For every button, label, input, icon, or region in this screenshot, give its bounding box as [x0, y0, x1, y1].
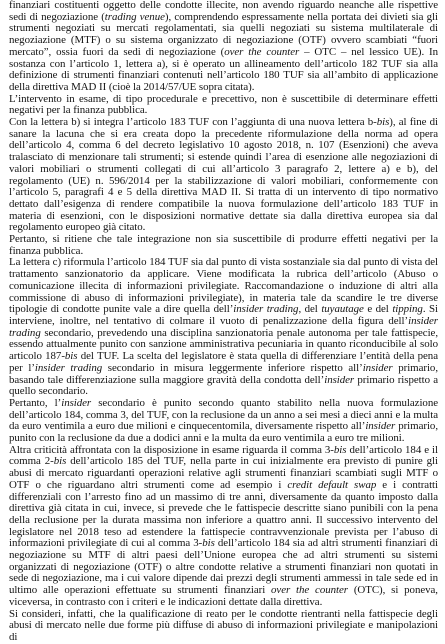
paragraph-letter-b: Con la lettera b) si integra l’articolo 183 TUF con l’aggiunta di una nuova lettera b-bis), al fine di sanare la lacuna che si era creata dopo la precedente riformulazione della norma ad opera dell’articolo 4, comma 6 del decreto legislativo 10 agosto 2018, n. 107 (Esenzioni) che aveva tralasciato di menzionare tali strumenti; si estende quindi l’area di esenzione alle negoziazioni di valori mobiliari o strumenti collegati di cui all’articolo 3 paragrafo 2, lettere a) e b), del regolamento (UE) n. 596/2014 per la stabilizzazione di valori mobiliari, conformemente con l’articolo 5, paragrafi 4 e 5 della direttiva MAD II. Si tratta di un intervento di tipo normativo dettato dall’esigenza di rendere compatibile la nuova formulazione dell’articolo 183 TUF in materia di esenzioni, con le disposizioni normative dettate sia dalla direttiva europea sia dal regolamento europeo già citato. [9, 116, 438, 234]
paragraph-letter-c: La lettera c) riformula l’articolo 184 TUF sia dal punto di vista sostanziale sia dal punto di vista del trattamento sanzionatorio da applicare. Viene modificata la rubrica dell’articolo (Abuso o comunicazione illecita di informazioni privilegiate. Raccomandazione o induzione di altri alla commissione di abuso di informazioni privilegiate), in materia tale da scandire le tre diverse tipologie di condotte punite vale a dire quella dell’insider trading, del tuyautage e del tipping. Si interviene, inoltre, nel tentativo di colmare il vuoto di penalizzazione della figura dell’insider trading secondario, prevedendo una disciplina sanzionatoria penale autonoma per tale fattispecie, essendo attualmente punito con sanzione amministrativa pecuniaria in quanto riconducibile al solo articolo 187-bis del TUF. La scelta del legislatore è stata quella di differenziare l’entità della pena per l’insider trading secondario in misura leggermente inferiore rispetto all’insider primario, basando tale differenziazione sulla maggiore gravità della condotta dell’insider primario rispetto a quello secondario. [9, 256, 439, 398]
document-page [9, 0, 438, 644]
paragraph-other-criticality: Altra criticità affrontata con la disposizione in esame riguarda il comma 3-bis dell’articolo 184 e il comma 2-bis dell’articolo 185 del TUF, nella parte in cui inizialmente era previsto di punire gli abusi di mercato riguardanti operazioni relative agli strumenti finanziari scambiati sugli MTF o OTF o che riguardano altri strumenti come ad esempio i credit default swap e i contratti differenziali con l’arresto fino ad un massimo di tre anni, diversamente da quanto imposto dalla direttiva già citata in cui, invece, si prevede che le fattispecie descritte siano punibili con la pena della reclusione per la durata massima non inferiore a quattro anni. Il successivo intervento del legislatore nel 2018 teso ad estendere la fattispecie contravvenzionale prevista per l’abuso di informazioni privilegiate di cui al comma 3-bis dell’articolo 184 sia ad altri strumenti finanziari di negoziazione su MTF di altri paesi dell’Unione europea che ad altri strumenti su sistemi organizzati di negoziazione (OTF) o altre condotte relative a strumenti finanziari non quotati in sede di negoziazione, ma i cui valore dipende dai prezzi degli strumenti ammessi in tale sede ed in ultimo alle operazioni effettuate su strumenti finanziari over the counter (OTC), si poneva, viceversa, in contrasto con i criteri e le indicazioni dettate dalla direttiva. [9, 443, 439, 608]
paragraph-no-negative-effects: Pertanto, si ritiene che tale integrazione non sia suscettibile di produrre effetti negativi per la finanza pubblica. [9, 233, 438, 257]
paragraph-otc-alignment: finanziari costituenti oggetto delle condotte illecite, non avendo riguardo neanche alle rispettive sedi di negoziazione (trading venue), comprendendo espressamente nella portata dei divieti sia gli strumenti negoziati su mercati regolamentati, sia quelli negoziati su sistema multilaterale di negoziazione (MTF) o su sistema organizzato di negoziazione (OTF) ovvero scambiati “fuori mercato”, ossia fuori da sedi di negoziazione (over the counter – OTC – nel lessico UE). In sostanza con l’articolo 1, lettera a), si è operato un allineamento dell’articolo 182 TUF sia alla definizione di strumenti finanziari contenuti nell’articolo 180 TUF sia all’ambito di applicazione della direttiva MAD II (cioè la 2014/57/UE sopra citata). [9, 0, 439, 93]
paragraph-qualification: Si consideri, infatti, che la qualificazione di reato per le condotte rientranti nella fattispecie degli abusi di mercato nelle due forme più diffuse di abuso di informazioni privilegiate e manipolazioni di [9, 607, 438, 643]
paragraph-no-fiscal-effect: L’intervento in esame, di tipo procedurale e precettivo, non è suscettibile di determinare effetti negativi per la finanza pubblica. [9, 92, 438, 117]
paragraph-secondary-insider: Pertanto, l’insider secondario è punito secondo quanto stabilito nella nuova formulazione dell’articolo 184, comma 3, del TUF, con la reclusione da un anno a sei mesi a dieci anni e la multa da euro ventimila a euro due milioni e cinquecentomila, diversamente rispetto all’insider primario, punito con la reclusione da due a dodici anni e la multa da euro ventimila a euro tre milioni. [9, 396, 438, 445]
